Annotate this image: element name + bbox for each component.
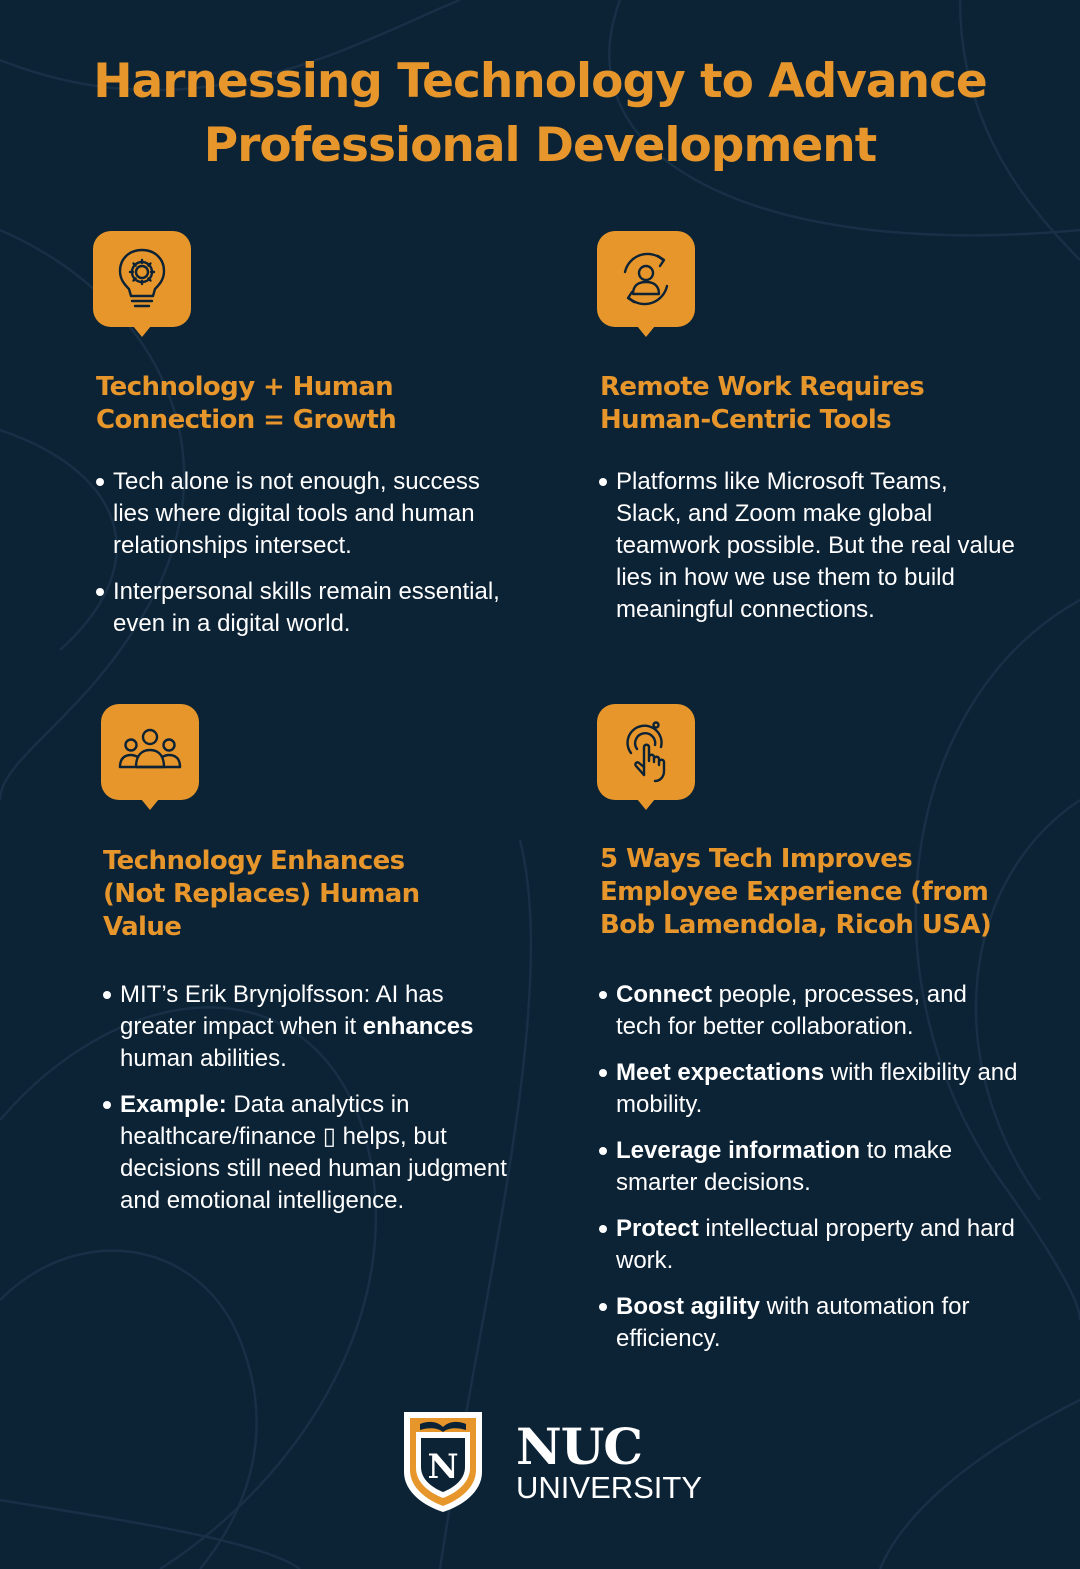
logo-letter: N bbox=[427, 1447, 459, 1487]
section-heading-remote-work bbox=[600, 371, 924, 437]
bullet-item bbox=[598, 1135, 1018, 1199]
bullet-item bbox=[598, 1291, 1018, 1355]
bullet-emphasis: Example: bbox=[120, 1091, 227, 1118]
bullet-item bbox=[102, 1089, 512, 1217]
bullet-item bbox=[598, 979, 1018, 1043]
bullet-item bbox=[598, 1213, 1018, 1277]
bullet-text: Data analytics in healthcare/finance ▯ helps, but decisions still need human judgment and emotional intelligence. bbox=[120, 1091, 507, 1214]
bullet-emphasis: Connect bbox=[616, 981, 712, 1008]
page-title bbox=[0, 50, 1080, 178]
heading-line: Employee Experience (from bbox=[600, 877, 989, 907]
heading-line: (Not Replaces) Human bbox=[103, 879, 420, 909]
bullet-list bbox=[95, 466, 515, 654]
bullet-emphasis: enhances bbox=[362, 1013, 474, 1040]
bullet-text: MIT’s Erik Brynjolfsson: AI has greater impact when it bbox=[120, 981, 444, 1040]
bullet-text: with automation for efficiency. bbox=[616, 1293, 970, 1352]
heading-line: Connection = Growth bbox=[96, 405, 397, 435]
heading-line: Technology + Human bbox=[96, 372, 394, 402]
heading-line: Technology Enhances bbox=[103, 846, 405, 876]
bullet-text: to make smarter decisions. bbox=[616, 1137, 953, 1196]
touch-tap-icon bbox=[597, 704, 695, 800]
heading-line: Bob Lamendola, Ricoh USA) bbox=[600, 910, 992, 940]
person-cycle-icon bbox=[597, 231, 695, 327]
logo-subtitle: UNIVERSITY bbox=[516, 1470, 703, 1505]
bullet-list bbox=[598, 466, 1018, 640]
bullet-text: with flexibility and mobility. bbox=[616, 1059, 1018, 1118]
bullet-emphasis: Leverage information bbox=[616, 1137, 861, 1164]
bullet-item bbox=[102, 979, 512, 1075]
bullet-item bbox=[598, 1057, 1018, 1121]
bullet-item bbox=[95, 576, 515, 640]
bullet-item bbox=[95, 466, 515, 562]
bullet-list bbox=[102, 979, 512, 1231]
section-heading-five-ways bbox=[600, 843, 991, 942]
section-heading-enhances bbox=[103, 845, 420, 944]
bullet-text: people, processes, and tech for better collaboration. bbox=[616, 981, 967, 1040]
bullet-text: Interpersonal skills remain essential, even in a digital world. bbox=[113, 578, 500, 637]
lightbulb-gear-icon bbox=[93, 231, 191, 327]
bullet-text: intellectual property and hard work. bbox=[616, 1215, 1015, 1274]
heading-line: Value bbox=[103, 912, 182, 942]
heading-line: Human-Centric Tools bbox=[600, 405, 892, 435]
bullet-emphasis: Meet expectations bbox=[616, 1059, 825, 1086]
bullet-item bbox=[598, 466, 1018, 626]
bullet-emphasis: Boost agility bbox=[616, 1293, 761, 1320]
bullet-emphasis: Protect bbox=[616, 1215, 699, 1242]
page-title-line-2: Professional Development bbox=[203, 118, 877, 173]
nuc-shield-logo bbox=[402, 1410, 484, 1513]
bullet-list bbox=[598, 979, 1018, 1369]
people-group-icon bbox=[101, 704, 199, 800]
logo-wordmark: NUC bbox=[516, 1417, 643, 1476]
bullet-text: Platforms like Microsoft Teams, Slack, and Zoom make global teamwork possible. But the real value lies in how we use them to build meaningful connections. bbox=[616, 468, 1015, 623]
bullet-text: human abilities. bbox=[120, 1045, 287, 1072]
bullet-text: Tech alone is not enough, success lies where digital tools and human relationships intersect. bbox=[113, 468, 480, 559]
section-heading-tech-human bbox=[96, 371, 396, 437]
heading-line: Remote Work Requires bbox=[600, 372, 925, 402]
heading-line: 5 Ways Tech Improves bbox=[600, 844, 913, 874]
page-title-line-1: Harnessing Technology to Advance bbox=[93, 54, 987, 109]
